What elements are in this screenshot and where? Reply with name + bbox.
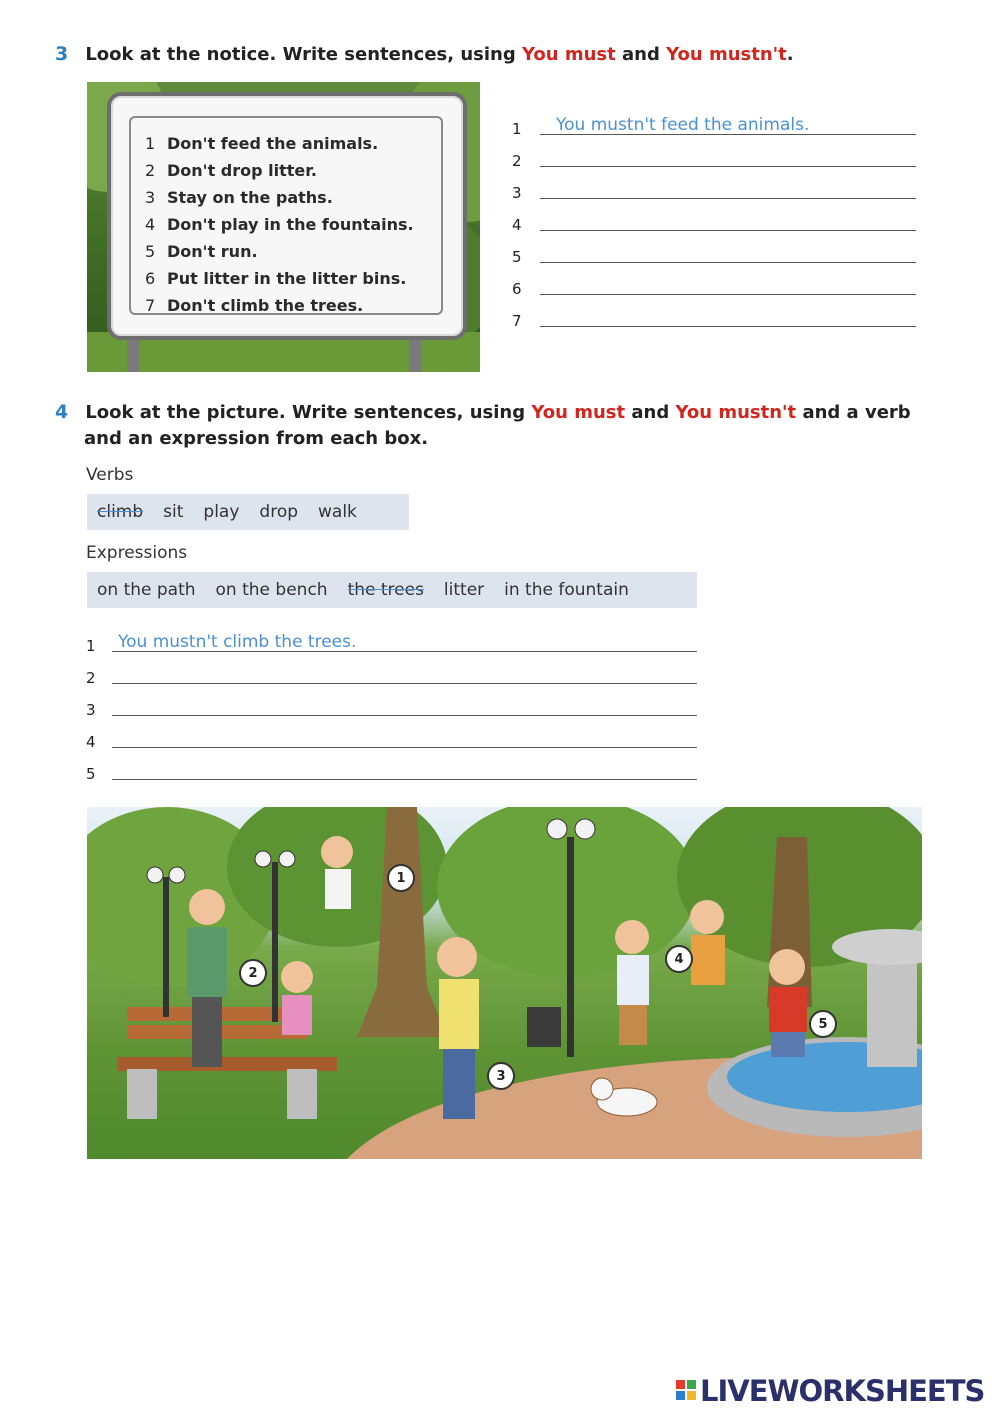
- ex4-answer-line-3[interactable]: [112, 715, 697, 716]
- picture-marker: 2: [239, 959, 267, 987]
- notice-rule: 3 Stay on the paths.: [145, 188, 333, 207]
- expression-word[interactable]: litter: [443, 580, 485, 600]
- verbs-box: [87, 494, 409, 530]
- ex3-answer-line-3[interactable]: [540, 198, 916, 199]
- liveworksheets-logo-icon: [676, 1380, 696, 1400]
- expression-word[interactable]: in the fountain: [504, 580, 629, 600]
- sign-post-right: [409, 340, 421, 372]
- picture-marker: 5: [809, 1010, 837, 1038]
- ex3-answer-number: 5: [512, 248, 522, 266]
- exercise-4-heading: [55, 400, 935, 426]
- ex4-answer-number: 2: [86, 669, 96, 687]
- park-scene: [87, 807, 922, 1159]
- exercise-4-instruction-line-2: and an expression from each box.: [84, 428, 429, 449]
- ex4-answer-number: 1: [86, 637, 96, 655]
- picture-marker: 4: [665, 945, 693, 973]
- notice-rule: 7 Don't climb the trees.: [145, 296, 364, 315]
- exercise-3-instruction: Look at the notice. Write sentences, using You must and You mustn't.: [85, 44, 794, 65]
- ex3-answer-number: 4: [512, 216, 522, 234]
- notice-board: [107, 92, 467, 340]
- ex3-answer-line-5[interactable]: [540, 262, 916, 263]
- verb-word[interactable]: drop: [259, 502, 299, 522]
- ex3-answer-number: 1: [512, 120, 522, 138]
- ex3-answer-line-7[interactable]: [540, 326, 916, 327]
- ex4-answer-number: 4: [86, 733, 96, 751]
- notice-rule: 6 Put litter in the litter bins.: [145, 269, 407, 288]
- verb-word[interactable]: play: [203, 502, 240, 522]
- ex3-answer-number: 7: [512, 312, 522, 330]
- picture-marker: 1: [387, 864, 415, 892]
- expression-word[interactable]: on the bench: [215, 580, 328, 600]
- expression-word[interactable]: on the path: [97, 580, 196, 600]
- verb-word[interactable]: walk: [318, 502, 357, 522]
- ex3-example-answer: You mustn't feed the animals.: [556, 115, 810, 135]
- expression-word[interactable]: the trees: [347, 580, 424, 600]
- expressions-box: [87, 572, 697, 608]
- exercise-4-number: 4: [55, 401, 69, 423]
- ex3-answer-number: 3: [512, 184, 522, 202]
- verbs-label: Verbs: [86, 465, 134, 485]
- ex3-answer-line-2[interactable]: [540, 166, 916, 167]
- liveworksheets-logo-text[interactable]: LIVEWORKSHEETS: [700, 1374, 985, 1408]
- verb-word[interactable]: climb: [97, 502, 144, 522]
- ex4-answer-line-5[interactable]: [112, 779, 697, 780]
- notice-rule: 2 Don't drop litter.: [145, 161, 317, 180]
- expressions-label: Expressions: [86, 543, 188, 563]
- ex3-answer-line-4[interactable]: [540, 230, 916, 231]
- ex3-answer-line-6[interactable]: [540, 294, 916, 295]
- sign-post-left: [127, 340, 139, 372]
- verb-word[interactable]: sit: [163, 502, 184, 522]
- notice-rule: 1 Don't feed the animals.: [145, 134, 379, 153]
- exercise-3-number: 3: [55, 43, 69, 65]
- ex4-answer-line-4[interactable]: [112, 747, 697, 748]
- notice-illustration: [87, 82, 480, 372]
- notice-rule: 4 Don't play in the fountains.: [145, 215, 414, 234]
- ex4-example-answer: You mustn't climb the trees.: [118, 632, 357, 652]
- exercise-4-instruction-line-1: Look at the picture. Write sentences, using You must and You mustn't and a verb: [85, 402, 911, 423]
- picture-marker: 3: [487, 1062, 515, 1090]
- exercise-3-heading: [55, 42, 794, 68]
- park-illustration: [87, 807, 922, 1159]
- ex3-answer-number: 2: [512, 152, 522, 170]
- ex4-answer-number: 3: [86, 701, 96, 719]
- notice-rule: 5 Don't run.: [145, 242, 258, 261]
- ex4-answer-number: 5: [86, 765, 96, 783]
- ex4-answer-line-2[interactable]: [112, 683, 697, 684]
- ex3-answer-number: 6: [512, 280, 522, 298]
